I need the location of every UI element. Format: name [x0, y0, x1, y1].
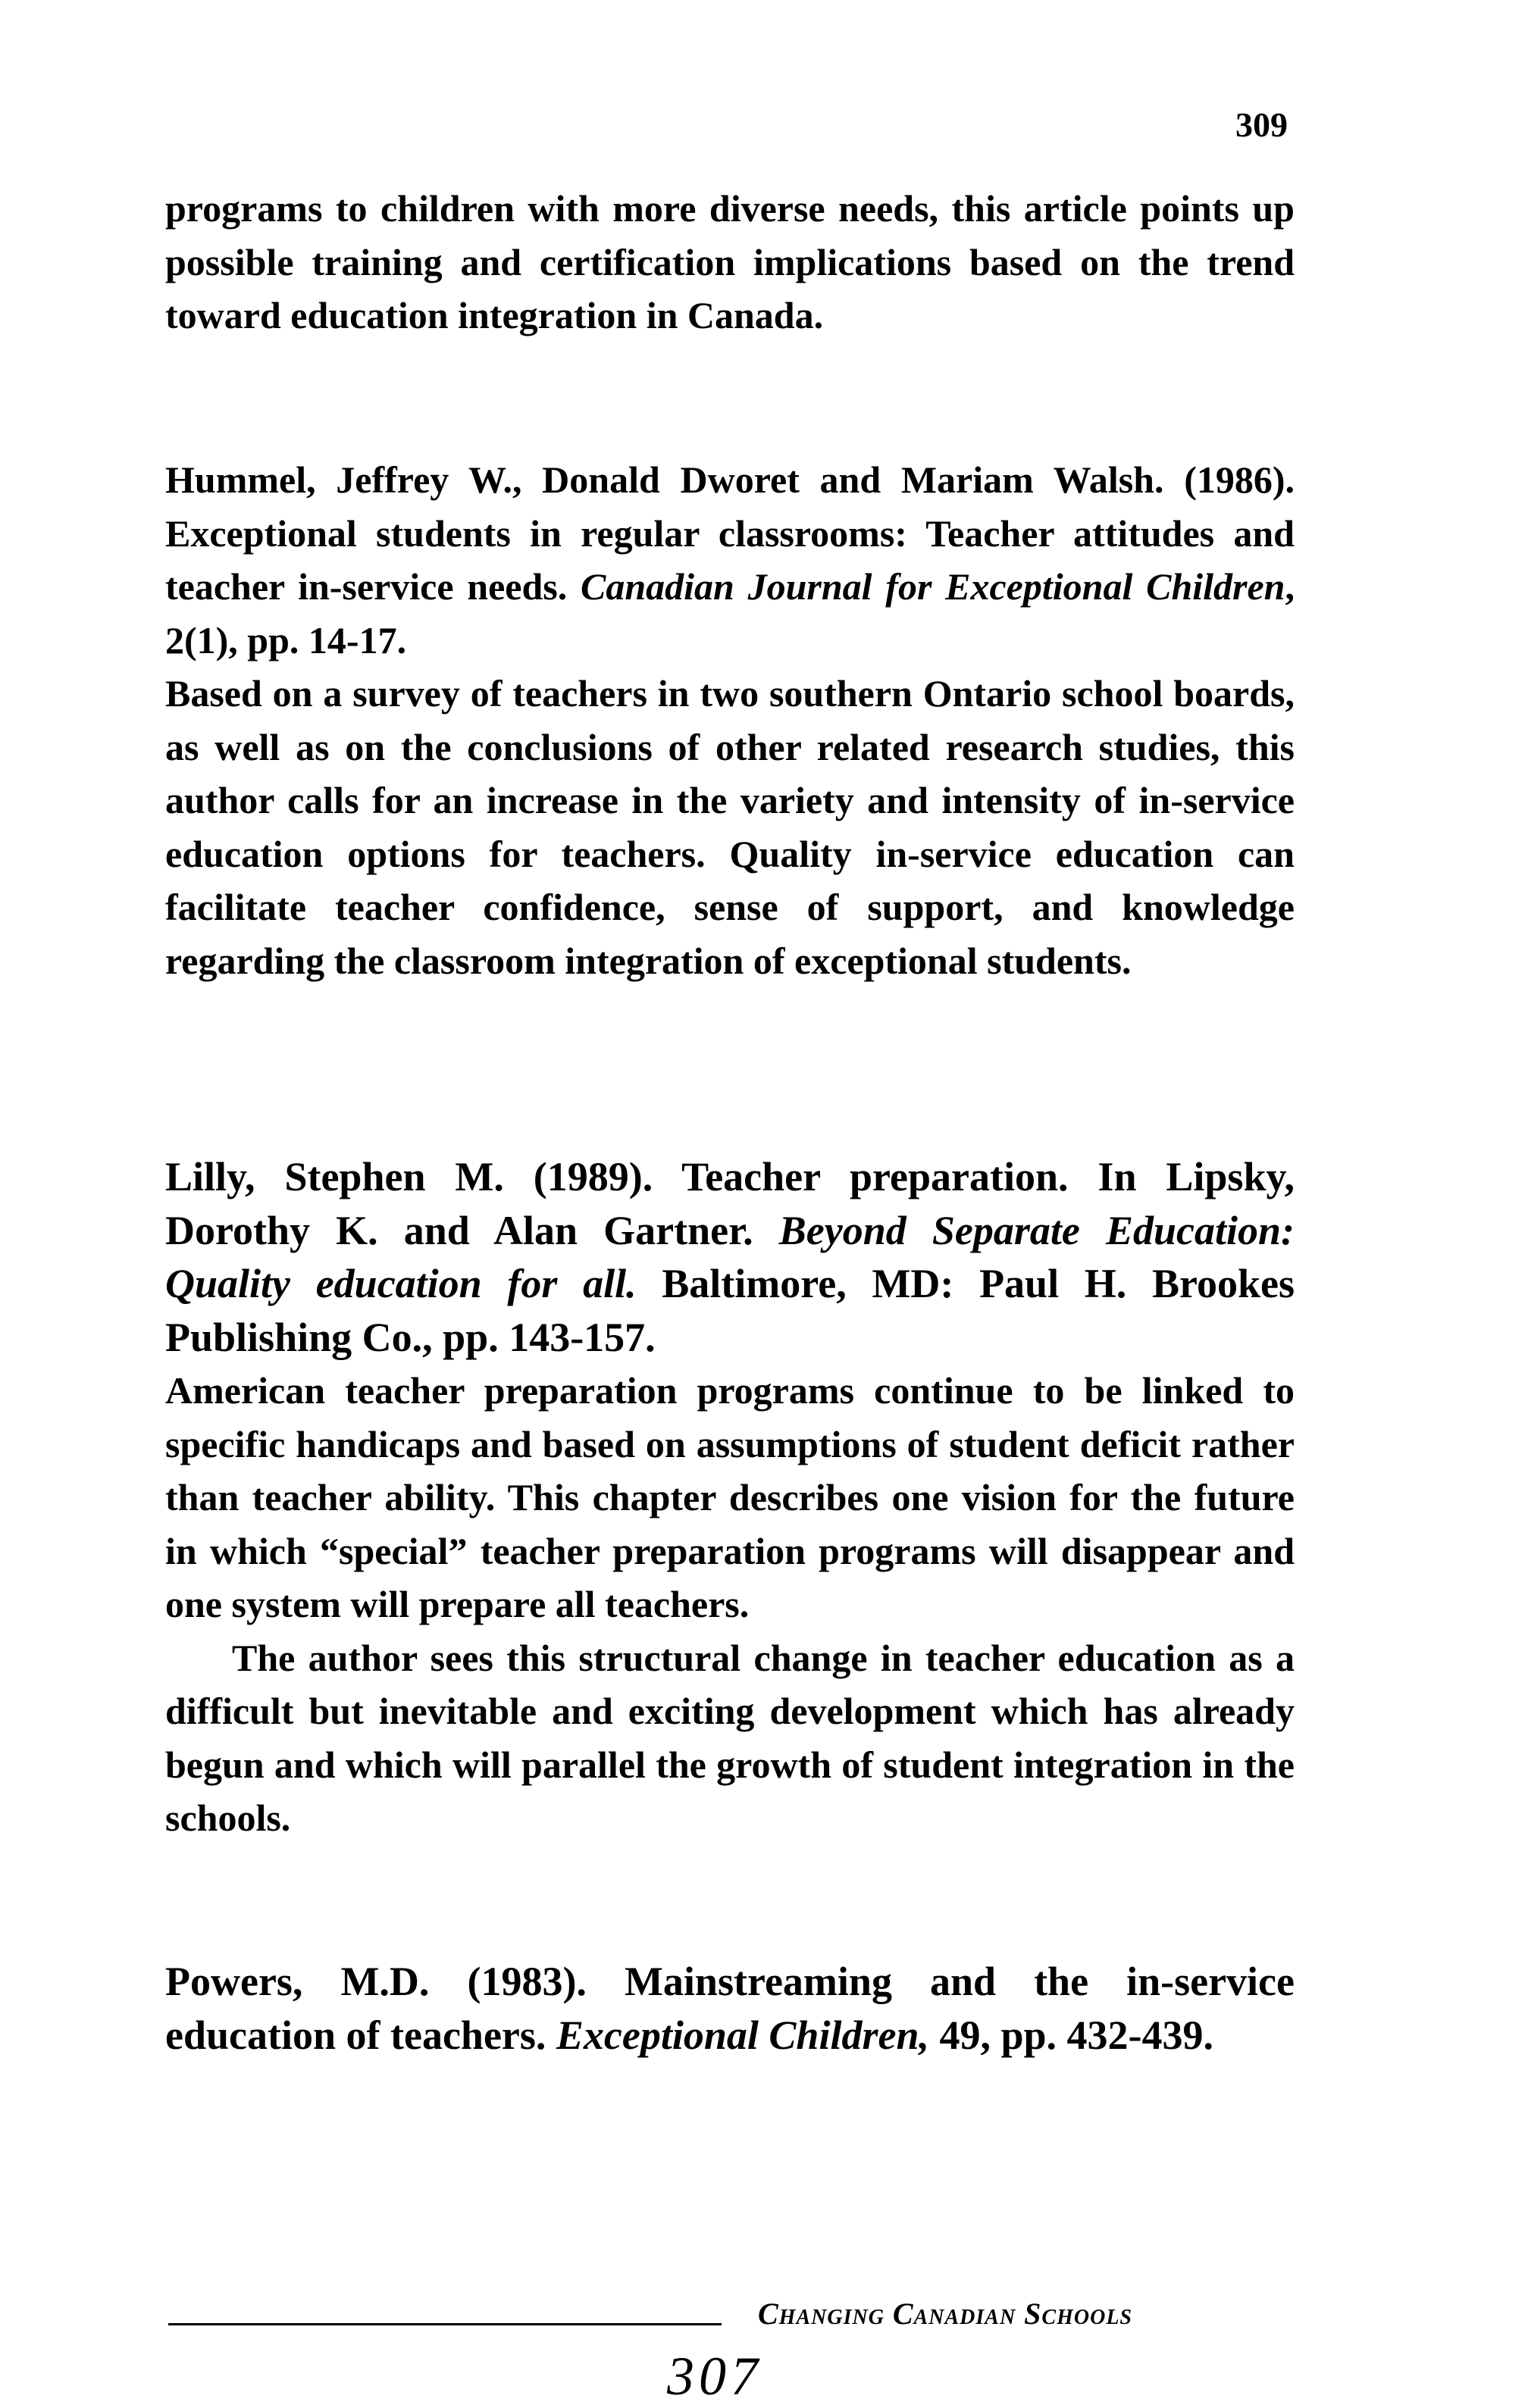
citation: [165, 453, 1295, 667]
archive-page-number: 307: [667, 2346, 762, 2406]
citation: [165, 1955, 1295, 2062]
abstract-paragraph: Based on a survey of teachers in two southern Ontario school boards, as well as on the conclusions of other related research studies, this author calls for an increase in the variety and intensity of in-service education options for teachers. Quality in-service education can facilitate teacher confidence, sense of support, and knowledge regarding the classroom integration of exceptional students.: [165, 672, 1295, 982]
page-number: 309: [1235, 105, 1288, 144]
journal-title: Exceptional Children,: [556, 2012, 929, 2058]
intro-text: programs to children with more diverse needs, this article points up possible training and certification implications based on the trend toward education integration in Canada.: [165, 187, 1295, 336]
book-title: Beyond Separate Education: Quality education for all.: [165, 1207, 1295, 1306]
citation-tail: Baltimore, MD: Paul H. Brookes Publishing Co., pp. 143-157.: [165, 1261, 1295, 1360]
citation-text: Lilly, Stephen M. (1989). Teacher preparation. In Lipsky, Dorothy K. and Alan Gartner.: [165, 1154, 1295, 1253]
citation: [165, 1150, 1295, 1364]
abstract-paragraph: American teacher preparation programs continue to be linked to specific handicaps and based on assumptions of student deficit rather than teacher ability. This chapter describes one vision for the future in which “special” teacher preparation programs will disappear and one system will prepare all teachers.: [165, 1369, 1295, 1625]
intro-paragraph: [165, 182, 1295, 342]
citation-tail: 49, pp. 432-439.: [928, 2012, 1214, 2058]
footer-rule: [168, 2323, 722, 2325]
bibliography-entry: [165, 453, 1295, 987]
journal-title: Canadian Journal for Exceptional Children: [580, 565, 1285, 608]
bibliography-entry: [165, 1150, 1295, 1845]
abstract-paragraph: The author sees this structural change in teacher education as a difficult but inevitable and exciting development which has already begun and which will parallel the growth of student integration in the schools.: [165, 1636, 1295, 1839]
citation-text: Powers, M.D. (1983). Mainstreaming and the in-service education of teachers.: [165, 1959, 1295, 2058]
footer-title: Changing Canadian Schools: [758, 2297, 1132, 2331]
citation-tail: , 2(1), pp. 14-17.: [165, 565, 1295, 661]
citation-text: Hummel, Jeffrey W., Donald Dworet and Mariam Walsh. (1986). Exceptional students in regular classrooms: Teacher attitudes and teacher in-service needs.: [165, 458, 1295, 608]
bibliography-entry: [165, 1955, 1295, 2062]
